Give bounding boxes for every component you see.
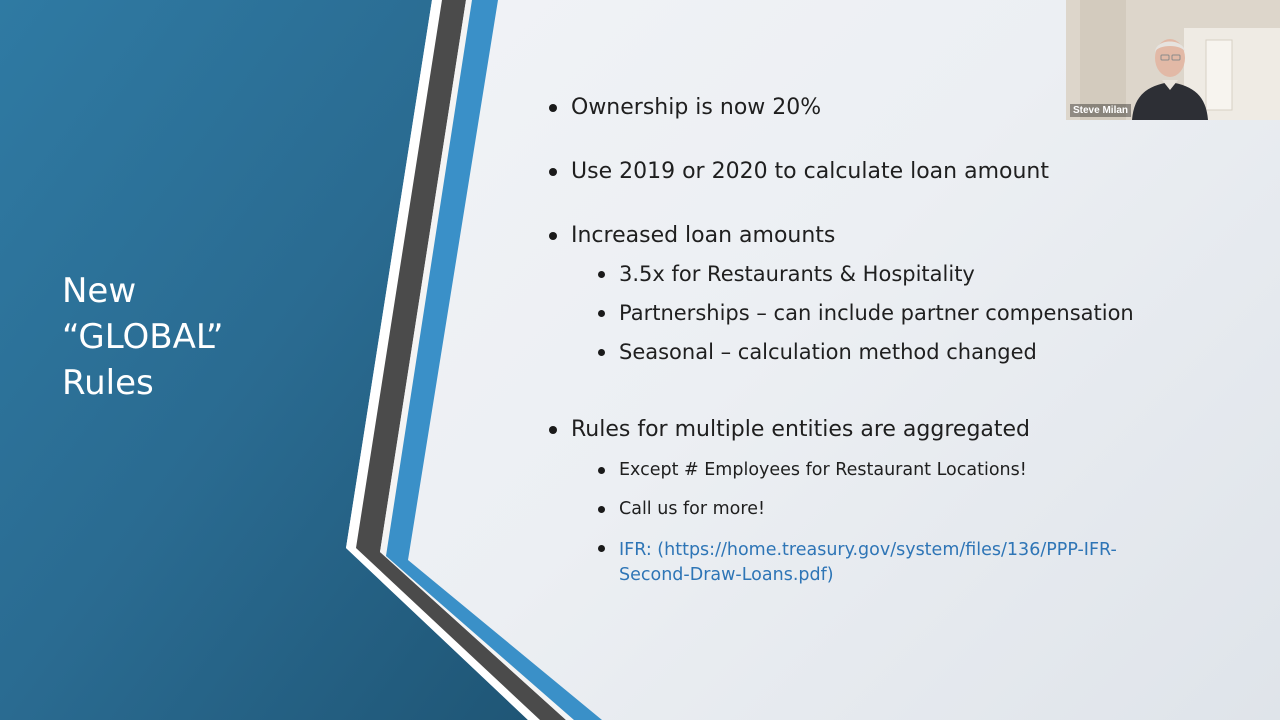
bullet-dot-icon: [598, 271, 605, 278]
bullet-text: Increased loan amounts: [571, 223, 836, 248]
bullet-text: Except # Employees for Restaurant Locations!: [619, 460, 1027, 480]
bullet-dot-icon: [598, 545, 605, 552]
bullet-item: [571, 223, 835, 248]
bullet-dot-icon: [598, 467, 605, 474]
bullet-text: 3.5x for Restaurants & Hospitality: [619, 262, 975, 286]
bullet-item: [571, 417, 1030, 442]
bullet-item: [571, 95, 821, 120]
bullet-item: [571, 159, 1049, 184]
bullet-text: Call us for more!: [619, 499, 765, 519]
bullet-dot-icon: [598, 349, 605, 356]
title-line-2: “GLOBAL”: [62, 317, 224, 357]
bullet-text: Partnerships – can include partner compensation: [619, 301, 1134, 325]
ifr-link[interactable]: IFR: (https://home.treasury.gov/system/files/136/PPP-IFR-Second-Draw-Loans.pdf): [619, 540, 1117, 585]
title-line-1: New: [62, 271, 137, 311]
participant-video-tile[interactable]: [1066, 0, 1280, 120]
sub-bullet-item: [619, 262, 975, 286]
ifr-link-item[interactable]: [619, 538, 1179, 588]
bullet-dot-icon: [549, 232, 557, 240]
bullet-text: Ownership is now 20%: [571, 95, 822, 120]
participant-video-feed: [1066, 0, 1280, 120]
sub-bullet-item: [619, 301, 1134, 325]
bullet-dot-icon: [549, 426, 557, 434]
bullet-dot-icon: [549, 104, 557, 112]
sub-bullet-item: [619, 460, 1027, 480]
bullet-dot-icon: [549, 168, 557, 176]
bullet-text: Rules for multiple entities are aggregated: [571, 417, 1031, 442]
title-line-3: Rules: [62, 363, 154, 403]
bullet-dot-icon: [598, 310, 605, 317]
sub-bullet-item: [619, 499, 765, 519]
sub-bullet-item: [619, 340, 1037, 364]
bullet-dot-icon: [598, 506, 605, 513]
participant-name-label: Steve Milan: [1070, 104, 1131, 117]
bullet-text: Use 2019 or 2020 to calculate loan amount: [571, 159, 1049, 184]
bullet-text: Seasonal – calculation method changed: [619, 340, 1037, 364]
slide-title: [62, 268, 362, 406]
